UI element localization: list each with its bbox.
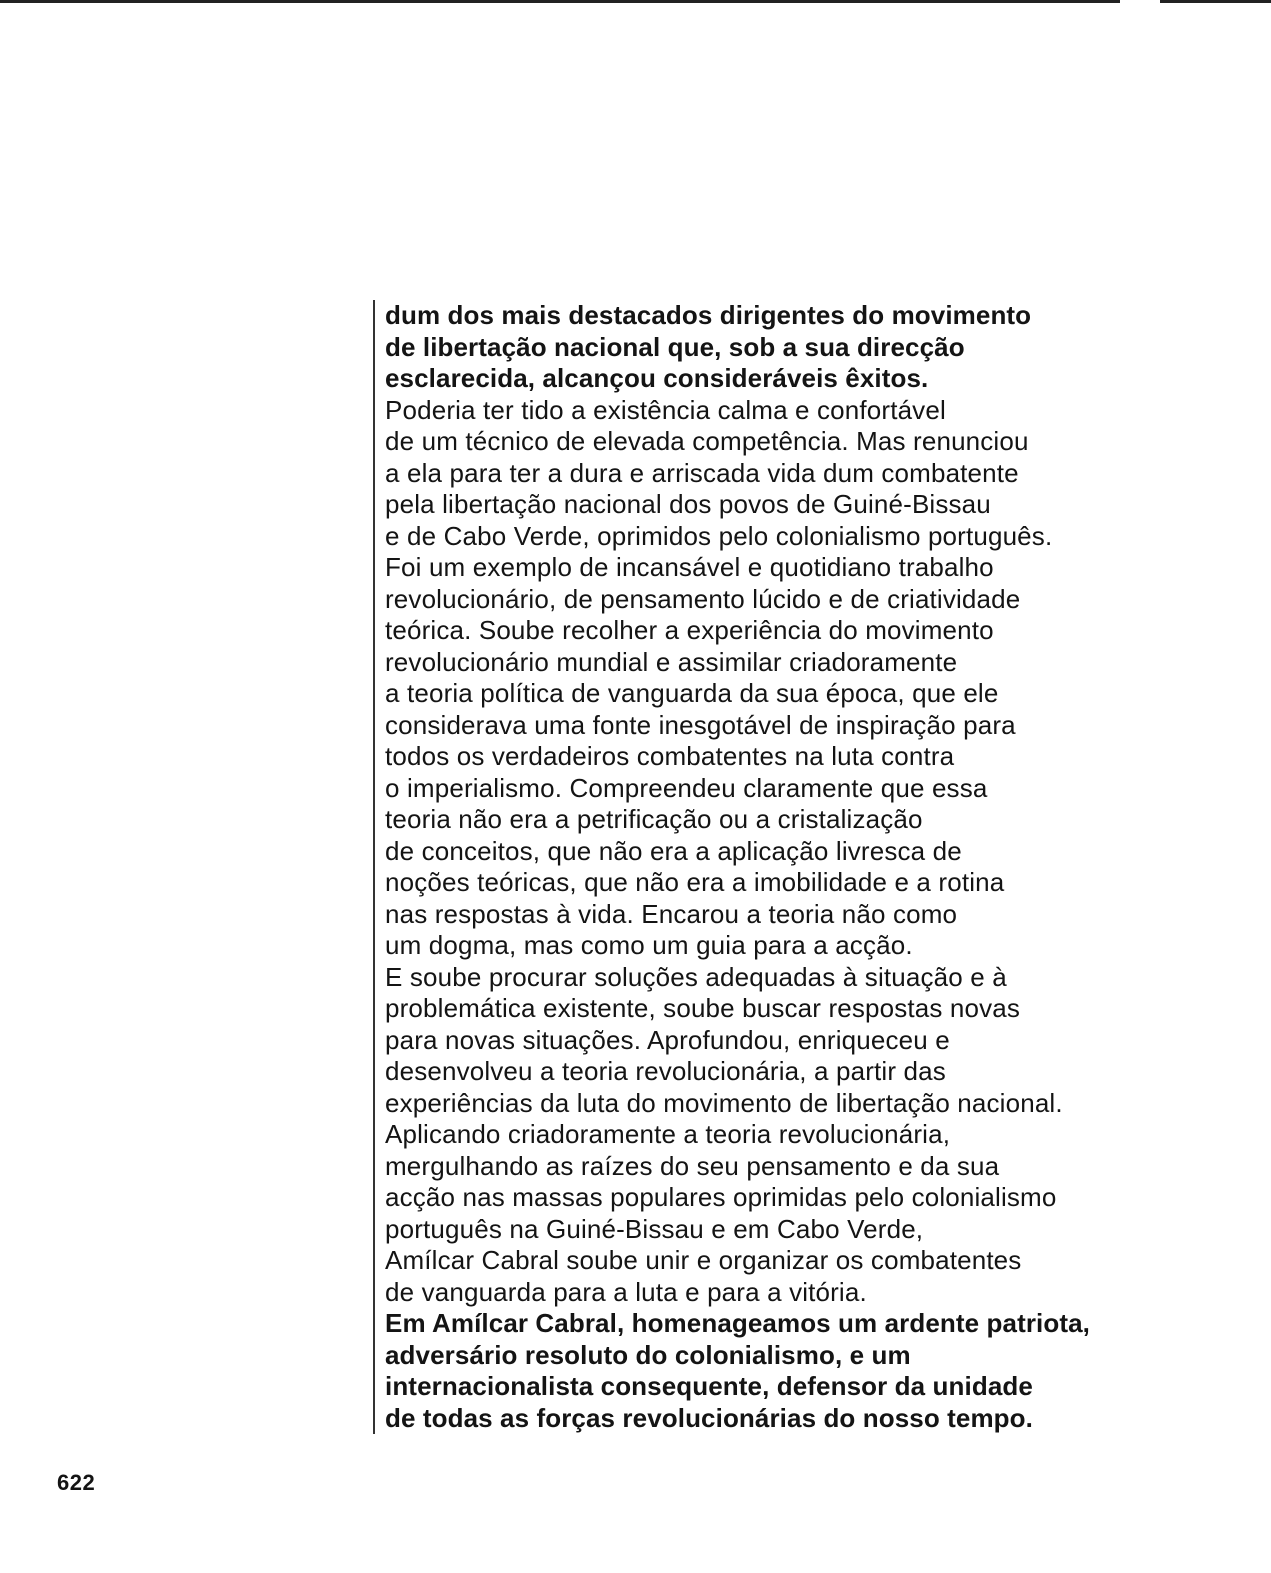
text-line: e de Cabo Verde, oprimidos pelo colonialismo português. <box>385 520 1053 551</box>
top-rule <box>0 0 1120 3</box>
text-line: teoria não era a petrificação ou a cristalização <box>385 804 923 834</box>
text-line: noções teóricas, que não era a imobilidade e a rotina <box>385 867 1005 897</box>
top-rule-right <box>1160 0 1271 3</box>
text-line: pela libertação nacional dos povos de Guiné-Bissau <box>385 489 991 519</box>
text-line: Amílcar Cabral soube unir e organizar os combatentes <box>385 1245 1022 1275</box>
text-line: desenvolveu a teoria revolucionária, a partir das <box>385 1056 946 1086</box>
text-line: problemática existente, soube buscar respostas novas <box>385 993 1021 1023</box>
text-line: o imperialismo. Compreendeu claramente que essa <box>385 772 988 803</box>
text-line: Aplicando criadoramente a teoria revolucionária, <box>385 1119 951 1149</box>
text-line: de conceitos, que não era a aplicação livresca de <box>385 835 962 866</box>
text-line: a teoria política de vanguarda da sua época, que ele <box>385 678 999 708</box>
text-line: de vanguarda para a luta e para a vitória. <box>385 1276 867 1307</box>
text-line: Foi um exemplo de incansável e quotidiano trabalho <box>385 552 994 582</box>
bold-text-line: de libertação nacional que, sob a sua direcção <box>385 331 965 362</box>
text-line: português na Guiné-Bissau e em Cabo Verde, <box>385 1213 924 1244</box>
text-line: um dogma, mas como um guia para a acção. <box>385 930 913 960</box>
text-line: experiências da luta do movimento de libertação nacional. <box>385 1087 1063 1118</box>
text-line: acção nas massas populares oprimidas pelo colonialismo <box>385 1182 1057 1212</box>
text-line: todos os verdadeiros combatentes na luta contra <box>385 741 955 771</box>
bold-text-line: de todas as forças revolucionárias do nosso tempo. <box>385 1402 1033 1433</box>
text-line: revolucionário mundial e assimilar criadoramente <box>385 646 958 677</box>
page-number: 622 <box>57 1470 96 1495</box>
bold-text-line: esclarecida, alcançou consideráveis êxitos. <box>385 363 929 393</box>
text-line: considerava uma fonte inesgotável de inspiração para <box>385 709 1016 740</box>
text-line: para novas situações. Aprofundou, enriqueceu e <box>385 1024 950 1055</box>
text-line: a ela para ter a dura e arriscada vida dum combatente <box>385 457 1019 488</box>
bold-text-line: internacionalista consequente, defensor da unidade <box>385 1371 1033 1401</box>
text-line: nas respostas à vida. Encarou a teoria não como <box>385 898 958 929</box>
text-line: mergulhando as raízes do seu pensamento e da sua <box>385 1150 1000 1181</box>
bold-text-line: dum dos mais destacados dirigentes do movimento <box>385 300 1032 330</box>
text-column <box>373 300 1235 1434</box>
text-line: Poderia ter tido a existência calma e confortável <box>385 394 946 425</box>
bold-text-line: Em Amílcar Cabral, homenageamos um ardente patriota, <box>385 1308 1090 1338</box>
text-line: E soube procurar soluções adequadas à situação e à <box>385 961 1007 992</box>
text-line: revolucionário, de pensamento lúcido e de criatividade <box>385 583 1021 614</box>
bold-text-line: adversário resoluto do colonialismo, e um <box>385 1339 911 1370</box>
text-line: de um técnico de elevada competência. Mas renunciou <box>385 426 1029 456</box>
text-line: teórica. Soube recolher a experiência do movimento <box>385 615 994 645</box>
